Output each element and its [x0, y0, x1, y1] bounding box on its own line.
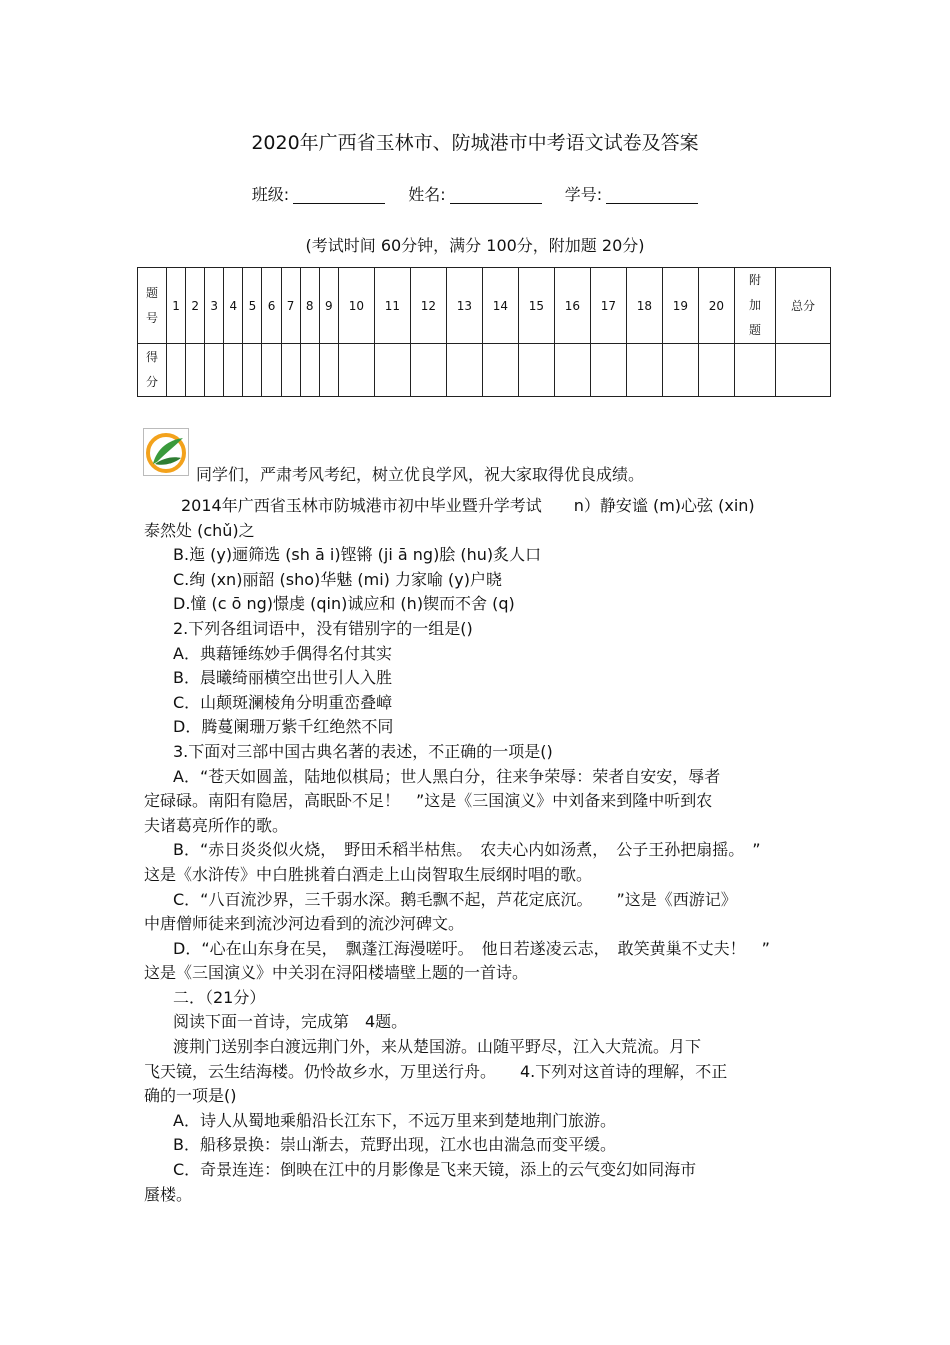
question-number-cell: 18: [626, 268, 662, 344]
text-line: A．诗人从蜀地乘船沿长江东下，不远万里来到楚地荆门旅游。: [173, 1110, 616, 1130]
score-row: [138, 344, 831, 397]
score-cell[interactable]: [262, 344, 281, 397]
score-cell[interactable]: [224, 344, 243, 397]
total-label-cell: 总分: [776, 268, 831, 344]
score-cell[interactable]: [338, 344, 374, 397]
score-cell[interactable]: [374, 344, 410, 397]
question-number-cell: 17: [590, 268, 626, 344]
poem-line: 渡荆门送别李白渡远荆门外，来从楚国游。山随平野尽，江入大荒流。月下: [173, 1037, 702, 1057]
question-number-cell: 12: [410, 268, 446, 344]
score-cell[interactable]: [482, 344, 518, 397]
score-cell[interactable]: [186, 344, 205, 397]
score-cell[interactable]: [205, 344, 224, 397]
text-line: C.绚 (xn)丽韶 (sho)华魅 (mi) 力家喻 (y)户晓: [173, 569, 503, 589]
greeting-line: [144, 463, 824, 488]
question-number-cell: 1: [167, 268, 186, 344]
question-number-cell: 16: [554, 268, 590, 344]
class-field[interactable]: [293, 187, 385, 204]
score-label-char: 分: [145, 375, 158, 389]
text-line: B．“赤日炎炎似火烧， 野田禾稻半枯焦。 农夫心内如汤煮， 公子王孙把扇摇。 ”: [173, 840, 761, 860]
question-label-char: 题: [145, 285, 158, 300]
extra-question-label-cell: [735, 268, 776, 344]
body-text: [144, 494, 824, 1207]
score-cell[interactable]: [698, 344, 734, 397]
question-label-char: 号: [145, 310, 158, 325]
extra-label-char: 加: [748, 298, 761, 312]
extra-label-char: 题: [748, 323, 761, 337]
score-label-char: 得: [145, 350, 158, 364]
question-number-cell: 13: [446, 268, 482, 344]
extra-score-cell[interactable]: [735, 344, 776, 397]
text-line: 3.下面对三部中国古典名著的表述，不正确的一项是(): [173, 741, 553, 761]
score-cell[interactable]: [518, 344, 554, 397]
text-line: B.迤 (y)逦筛选 (sh ā i)铿锵 (ji ā ng)脍 (hu)炙人口: [173, 545, 542, 565]
question-number-cell: 5: [243, 268, 262, 344]
question-number-cell: 4: [224, 268, 243, 344]
text-line: C．奇景连连：倒映在江中的月影像是飞来天镜，添上的云气变幻如同海市: [173, 1160, 697, 1180]
text-line: D．“心在山东身在吴， 飘蓬江海漫嗟吁。 他日若遂凌云志， 敢笑黄巢不丈夫！ ”: [173, 938, 770, 958]
question-number-cell: 3: [205, 268, 224, 344]
text-line: 夫诸葛亮所作的歌。: [144, 815, 289, 835]
score-cell[interactable]: [554, 344, 590, 397]
text-line: A．“苍天如圆盖，陆地似棋局；世人黑白分，往来争荣辱：荣者自安安，辱者: [173, 766, 721, 786]
text-line: 这是《水浒传》中白胜挑着白酒走上山岗智取生辰纲时唱的歌。: [144, 864, 593, 884]
score-cell[interactable]: [410, 344, 446, 397]
text-line: D．腾蔓阑珊万紫千红绝然不同: [173, 717, 394, 737]
question-number-cell: 2: [186, 268, 205, 344]
score-cell[interactable]: [243, 344, 262, 397]
poem-line: 飞天镜，云生结海楼。仍怜故乡水，万里送行舟。 4.下列对这首诗的理解，不正: [144, 1061, 728, 1081]
text-line: B．船移景换：崇山渐去，荒野出现，江水也由湍急而变平缓。: [173, 1135, 616, 1155]
text-line: 2014年广西省玉林市防城港市初中毕业暨升学考试 n）静安谧 (m)心弦 (xin): [181, 496, 755, 515]
name-field[interactable]: [450, 187, 542, 204]
question-number-cell: 8: [300, 268, 319, 344]
question-label-cell: [138, 268, 167, 344]
question-number-cell: 10: [338, 268, 374, 344]
question-number-cell: 20: [698, 268, 734, 344]
text-line: 中唐僧师徒来到流沙河边看到的流沙河碑文。: [144, 914, 465, 934]
text-line: B．晨曦绮丽横空出世引人入胜: [173, 668, 392, 688]
text-line: 确的一项是(): [144, 1086, 237, 1106]
extra-label-char: 附: [748, 273, 761, 287]
text-line: C．山颠斑澜棱角分明重峦叠嶂: [173, 692, 393, 712]
section-heading: 二．（21分）: [173, 987, 266, 1007]
student-id-field[interactable]: [606, 187, 698, 204]
class-label: 班级:: [251, 185, 290, 204]
score-cell[interactable]: [300, 344, 319, 397]
total-score-cell[interactable]: [776, 344, 831, 397]
question-number-cell: 6: [262, 268, 281, 344]
text-line: C．“八百流沙界，三千弱水深。鹅毛飘不起，芦花定底沉。 ”这是《西游记》: [173, 889, 737, 909]
question-number-cell: 11: [374, 268, 410, 344]
score-label-cell: [138, 344, 167, 397]
name-label: 姓名:: [408, 185, 446, 204]
question-number-cell: 19: [662, 268, 698, 344]
text-line: A．典藉锤练妙手偶得名付其实: [173, 643, 392, 663]
text-line: 2.下列各组词语中，没有错别字的一组是(): [173, 618, 473, 638]
score-cell[interactable]: [626, 344, 662, 397]
text-line: 定碌碌。南阳有隐居，高眠卧不足！ ”这是《三国演义》中刘备来到隆中听到农: [144, 791, 713, 811]
score-cell[interactable]: [281, 344, 300, 397]
question-number-cell: 7: [281, 268, 300, 344]
score-table: [137, 267, 831, 397]
text-line: 这是《三国演义》中关羽在浔阳楼墙壁上题的一首诗。: [144, 963, 529, 983]
text-line: 蜃楼。: [144, 1184, 193, 1204]
score-cell[interactable]: [590, 344, 626, 397]
text-line: D.憧 (c ō ng)憬虔 (qin)诚应和 (h)锲而不舍 (q): [173, 594, 515, 614]
score-cell[interactable]: [662, 344, 698, 397]
page-title: 2020年广西省玉林市、防城港市中考语文试卷及答案: [251, 132, 699, 154]
text-line: 泰然处 (chǔ)之: [144, 520, 255, 540]
student-info-row: [0, 182, 950, 205]
score-cell[interactable]: [446, 344, 482, 397]
exam-note: (考试时间 60分钟，满分 100分，附加题 20分): [305, 236, 645, 255]
question-number-cell: 9: [319, 268, 338, 344]
student-id-label: 学号:: [564, 185, 603, 204]
greeting-text: 同学们，严肃考风考纪，树立优良学风，祝大家取得优良成绩。: [196, 465, 645, 484]
text-line: 阅读下面一首诗，完成第 4题。: [173, 1012, 408, 1032]
score-cell[interactable]: [319, 344, 338, 397]
score-cell[interactable]: [167, 344, 186, 397]
question-number-row: [138, 268, 831, 344]
question-number-cell: 14: [482, 268, 518, 344]
question-number-cell: 15: [518, 268, 554, 344]
